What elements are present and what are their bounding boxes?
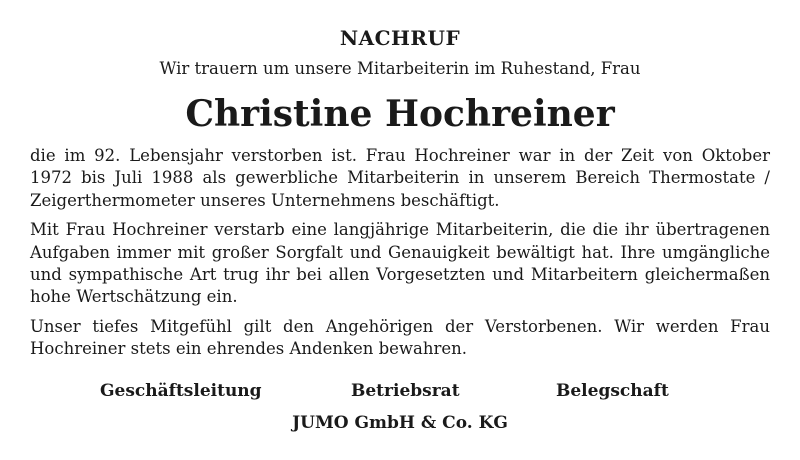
paragraph-1: die im 92. Lebensjahr verstorben ist. Frau Hochreiner war in der Zeit von Oktober 1972 bis Juli 1988 als gewerbliche Mitarbeiterin in unserem Bereich Thermostate / Zeigerthermometer unseres Unternehmens beschäftigt. [30, 146, 770, 210]
deceased-name: Christine Hochreiner [185, 93, 615, 135]
paragraph-3: Unser tiefes Mitgefühl gilt den Angehörigen der Verstorbenen. Wir werden Frau Hochreiner stets ein ehrendes Andenken bewahren. [30, 316, 770, 359]
paragraph-2: Mit Frau Hochreiner verstarb eine langjährige Mitarbeiterin, die die ihr übertragenen Aufgaben immer mit großer Sorgfalt und Genauigkeit bewältigt hat. Ihre umgängliche und sympathische Art trug ihr bei allen Vorgesetzten und Mitarbeitern gleichermaßen hohe Wertschätzung ein. [30, 220, 770, 307]
signature-works-council: Betriebsrat [351, 381, 460, 401]
signature-management: Geschäftsleitung [100, 381, 262, 401]
signature-staff: Belegschaft [556, 381, 669, 401]
company-name: JUMO GmbH & Co. KG [292, 413, 508, 433]
notice-heading: NACHRUF [339, 26, 461, 50]
signature-row [0, 378, 800, 404]
notice-body [30, 145, 770, 368]
intro-line: Wir trauern um unsere Mitarbeiterin im Ruhestand, Frau [159, 59, 641, 78]
